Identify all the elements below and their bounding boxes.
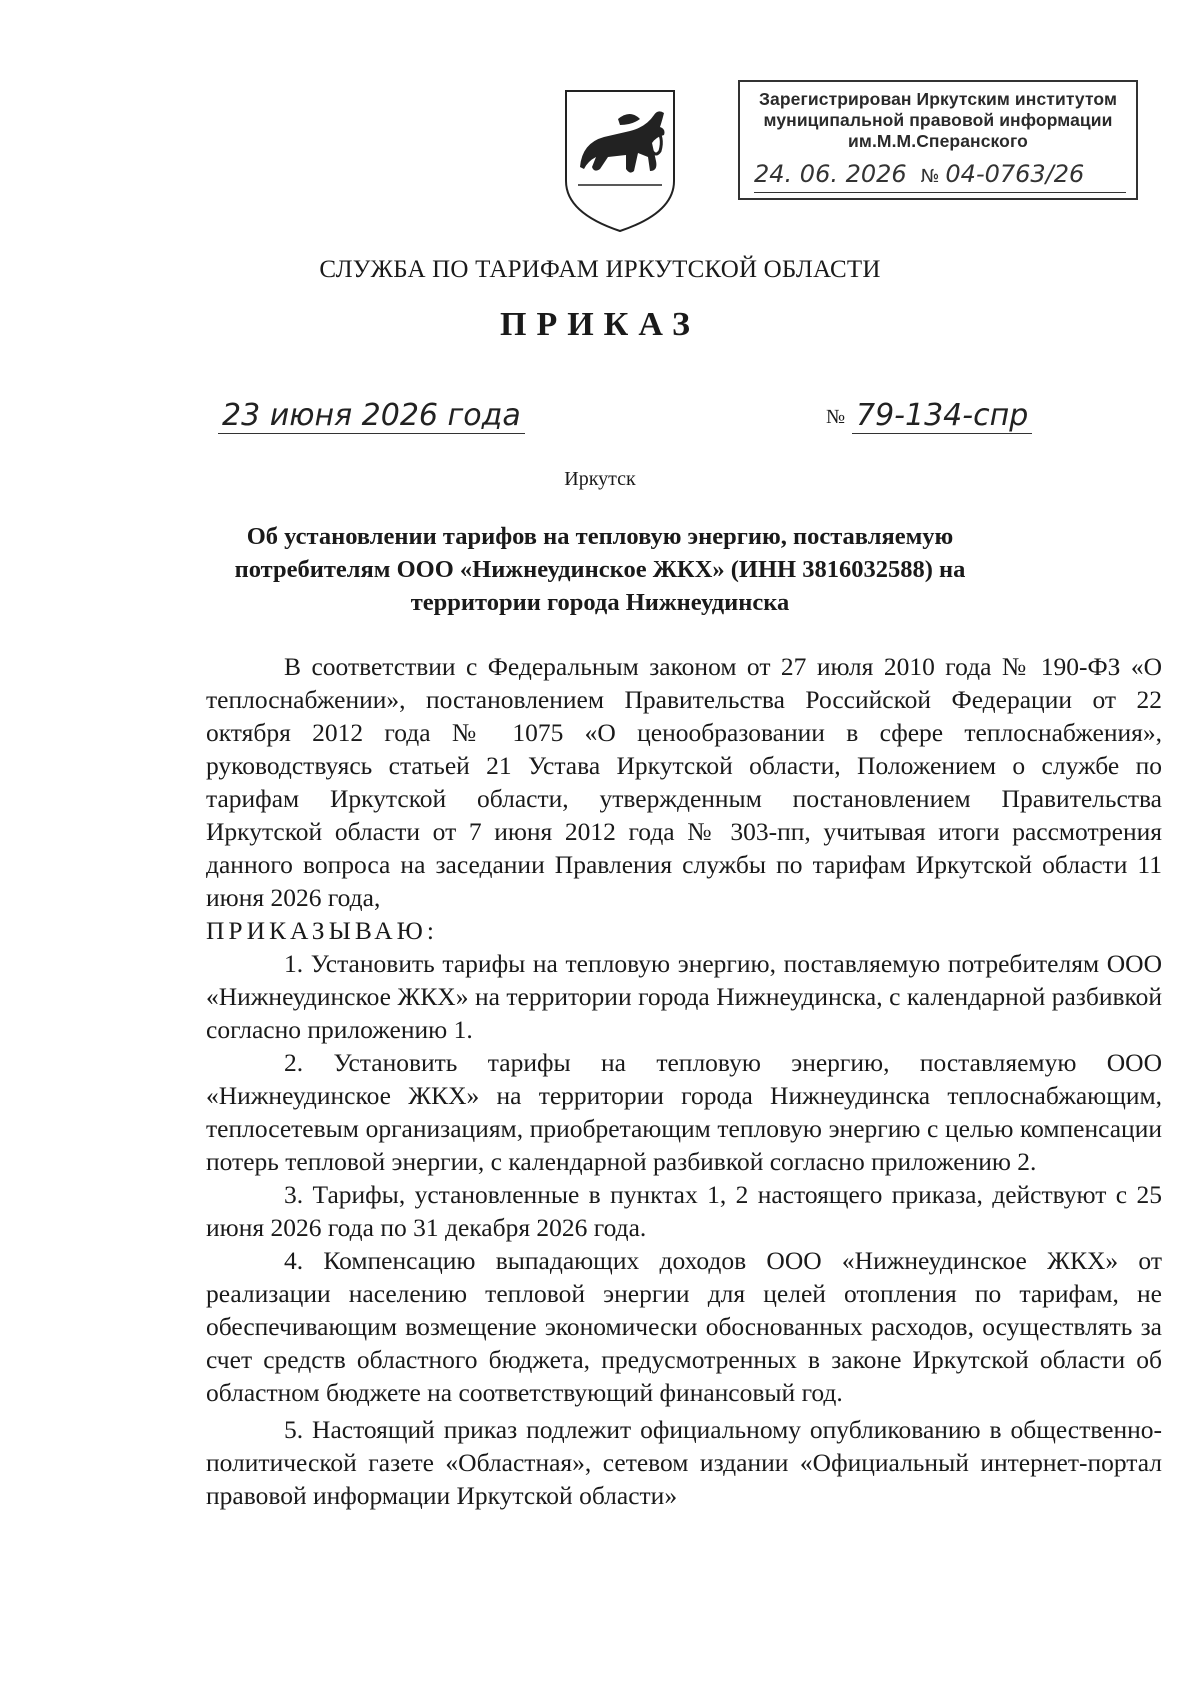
document-type: ПРИКАЗ — [500, 306, 700, 343]
stamp-no-label: № — [920, 166, 940, 187]
list-item: 5. Настоящий приказ подлежит официальному опубликованию в общественно-политической газете «Областная», сетевом издании «Официальный интернет-портал правовой информации Иркутской области» — [206, 1415, 1162, 1510]
service-name: СЛУЖБА ПО ТАРИФАМ ИРКУТСКОЙ ОБЛАСТИ — [319, 256, 881, 283]
list-item: 3. Тарифы, установленные в пунктах 1, 2 настоящего приказа, действуют с 25 июня 2026 года по 31 декабря 2026 года. — [206, 1180, 1162, 1242]
list-item: 4. Компенсацию выпадающих доходов ООО «Нижнеудинское ЖКХ» от реализации населению тепловой энергии для целей отопления по тарифам, не обеспечивающим возмещение экономически обоснованных расходов, осуществлять за счет средств областного бюджета, предусмотренных в законе Иркутской области об областном бюджете на соответствующий финансовый год. — [206, 1246, 1162, 1407]
stamp-line-2: муниципальной правовой информации — [763, 110, 1113, 130]
preamble-paragraph: В соответствии с Федеральным законом от 27 июля 2010 года № 190-ФЗ «О теплоснабжении», постановлением Правительства Российской Федерации от 22 октября 2012 года № 1075 «О ценообразовании в сфере теплоснабжения», руководствуясь статьей 21 Устава Иркутской области, Положением о службе по тарифам Иркутской области, утвержденным постановлением Правительства Иркутской области от 7 июня 2012 года № 303-пп, учитывая итоги рассмотрения данного вопроса на заседании Правления службы по тарифам Иркутской области 11 июня 2026 года, — [206, 652, 1162, 912]
order-date: 23 июня 2026 года — [218, 398, 525, 434]
coat-of-arms-icon — [560, 85, 680, 235]
document-body — [206, 650, 1162, 1512]
stamp-reg-date: 24. 06. 2026 — [754, 160, 907, 188]
list-item: 2. Установить тарифы на тепловую энергию, поставляемую ООО «Нижнеудинское ЖКХ» на территории города Нижнеудинска теплоснабжающим, теплосетевым организациям, приобретающим тепловую энергию с целью компенсации потерь тепловой энергии, с календарной разбивкой согласно приложению 2. — [206, 1048, 1162, 1176]
stamp-reg-number: 04-0763/26 — [945, 160, 1085, 188]
decree-word: ПРИКАЗЫВАЮ: — [206, 916, 438, 945]
stamp-line-1: Зарегистрирован Иркутским институтом — [758, 89, 1118, 109]
registration-stamp — [738, 80, 1138, 200]
stamp-line-3: им.М.М.Сперанского — [848, 131, 1028, 151]
list-item: 1. Установить тарифы на тепловую энергию, поставляемую потребителям ООО «Нижнеудинское ЖКХ» на территории города Нижнеудинска, с календарной разбивкой согласно приложению 1. — [206, 949, 1162, 1044]
order-number-label: № — [826, 406, 846, 428]
city: Иркутск — [564, 468, 636, 490]
stamp-registration — [754, 160, 1126, 193]
document-title: Об установлении тарифов на тепловую энергию, поставляемую потребителям ООО «Нижнеудинское ЖКХ» (ИНН 3816032588) на территории города Нижнеудинска — [234, 523, 966, 616]
order-number: 79-134-спр — [852, 398, 1032, 434]
